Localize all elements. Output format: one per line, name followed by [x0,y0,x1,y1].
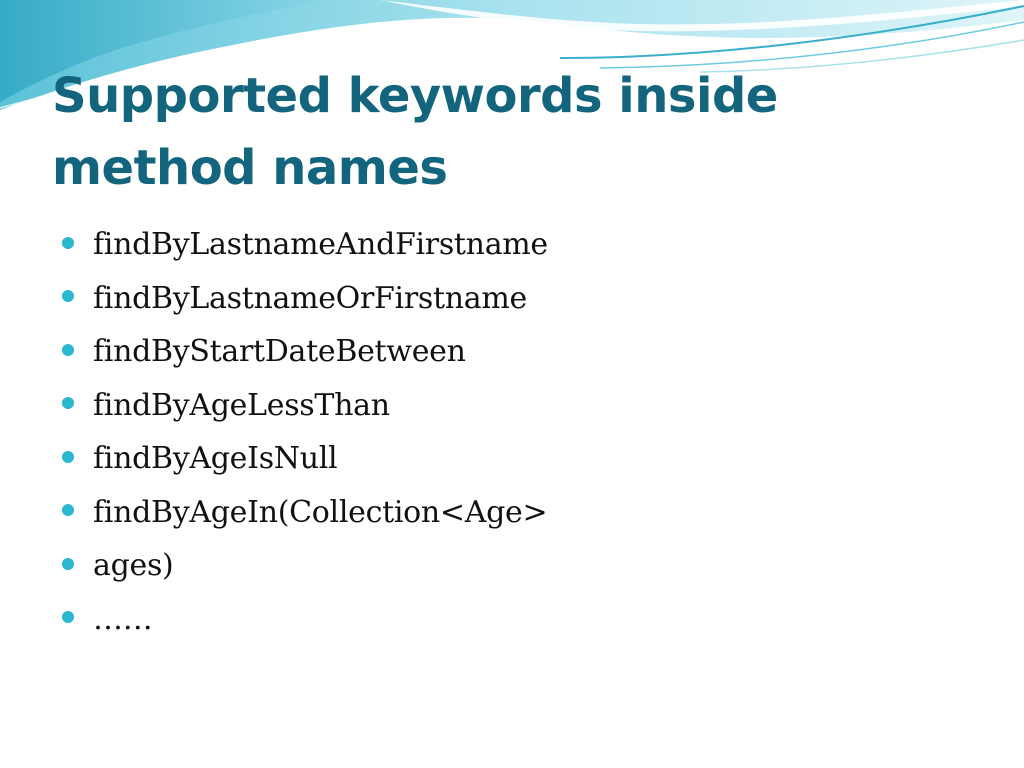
bullet-dot-icon [62,611,74,623]
list-item [62,539,548,593]
bullet-dot-icon [62,451,74,463]
list-item [62,432,548,486]
bullet-text: findByAgeIsNull [93,441,338,477]
slide-title: Supported keywords inside method names [52,68,778,196]
list-item [62,486,548,540]
bullet-dot-icon [62,290,74,302]
bullet-dot-icon [62,344,74,356]
list-item [62,272,548,326]
bullet-text: findByLastnameOrFirstname [93,280,527,316]
bullet-list [62,218,548,646]
bullet-dot-icon [62,397,74,409]
bullet-text: ages) [93,548,174,584]
bullet-text: …… [93,601,153,637]
bullet-dot-icon [62,504,74,516]
list-item [62,325,548,379]
list-item [62,593,548,647]
bullet-text: findByLastnameAndFirstname [93,227,548,263]
bullet-text: findByAgeIn(Collection<Age> [93,494,548,530]
list-item [62,379,548,433]
bullet-text: findByAgeLessThan [93,387,390,423]
bullet-text: findByStartDateBetween [93,334,466,370]
list-item [62,218,548,272]
bullet-dot-icon [62,237,74,249]
bullet-dot-icon [62,558,74,570]
